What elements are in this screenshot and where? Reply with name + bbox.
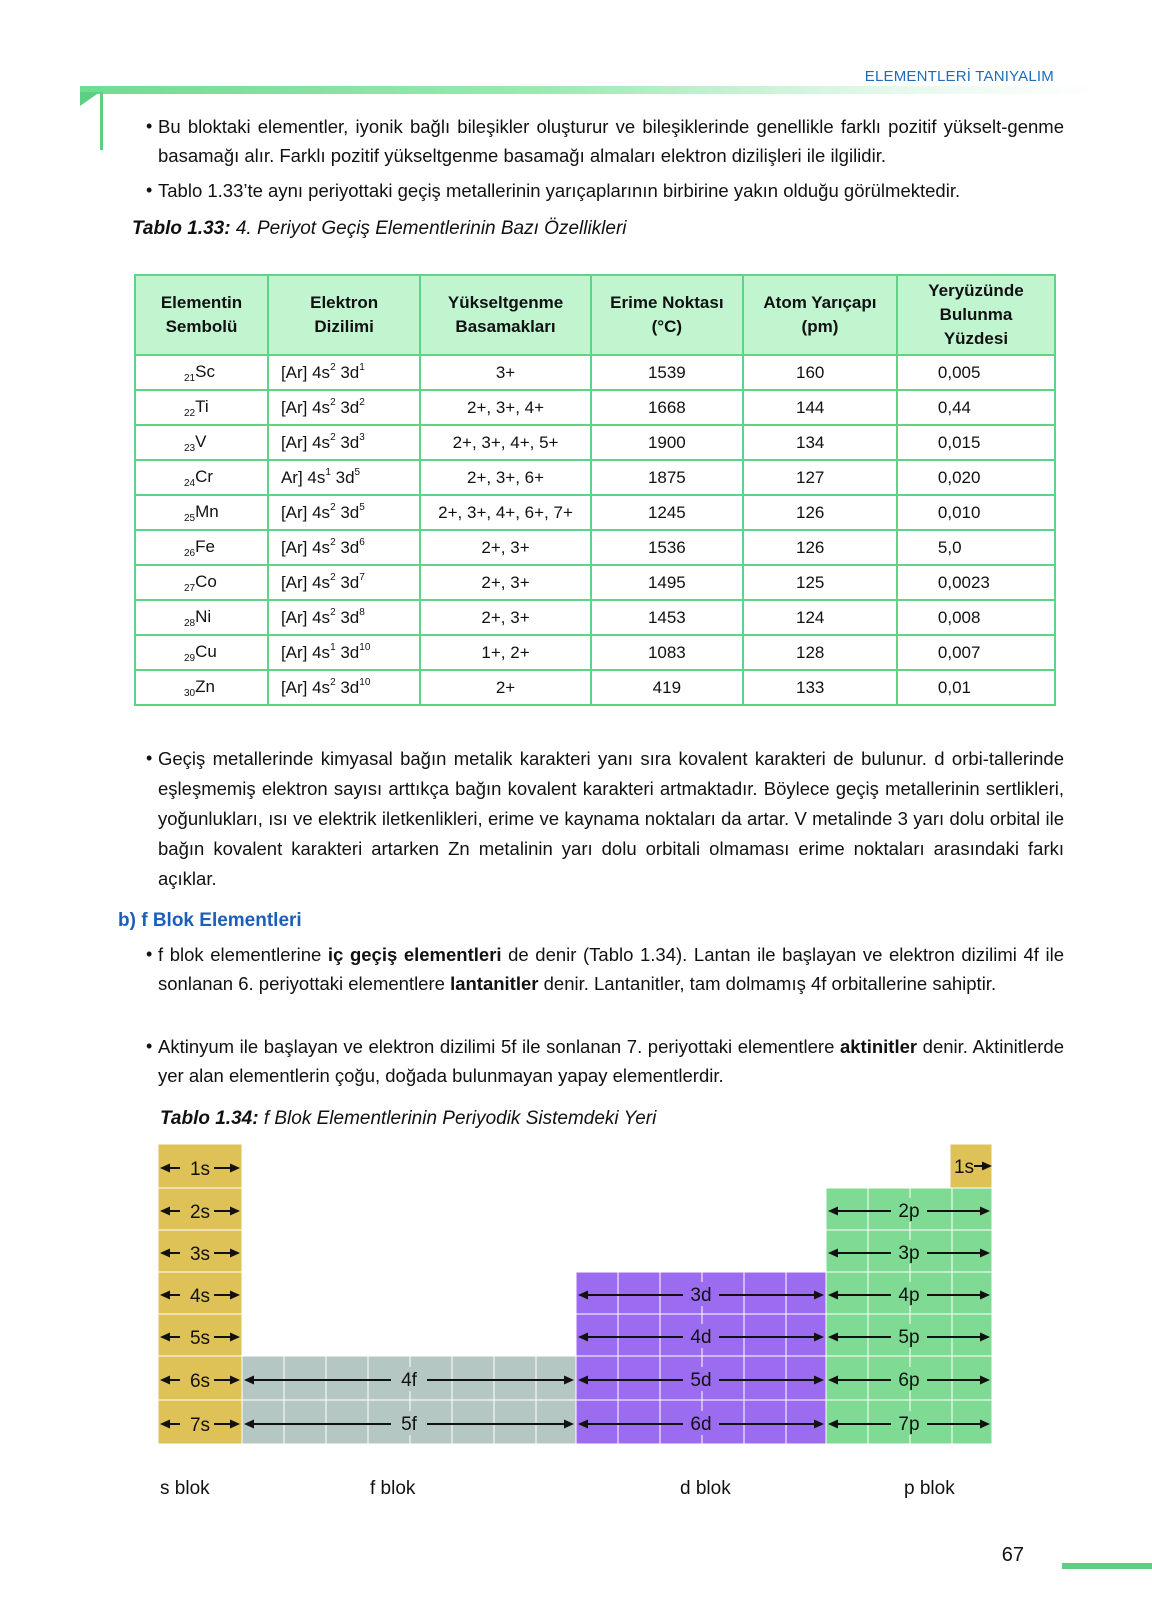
table-row [135,425,1055,460]
p-orbital-label-3p: 3p [898,1243,920,1264]
melting-point: 1453 [591,600,743,635]
d-orbital-label-4d: 4d [690,1327,712,1348]
melting-point: 1245 [591,495,743,530]
table-row [135,600,1055,635]
element-symbol: $_{21}$Sc [135,355,268,390]
atomic-radius: 144 [743,390,897,425]
abundance: 0,015 [897,425,1055,460]
electron-config: [Ar] $4s^1$ $3d^{10}$ [268,635,420,670]
oxidation-states: 2+, 3+ [420,565,590,600]
melting-point: 419 [591,670,743,705]
table-header-5: Atom Yarıçapı (pm) [743,275,897,355]
table-header-3: Yükseltgenme Basamakları [420,275,590,355]
table-row [135,460,1055,495]
element-symbol: $_{27}$Co [135,565,268,600]
s-orbital-label-1s: 1s [189,1159,211,1180]
p-orbital-label-5p: 5p [898,1327,920,1348]
intro-bullet-2: Tablo 1.33’te aynı periyottaki geçiş metallerinin yarıçaplarının birbirine yakın olduğu görülmektedir. [158,180,961,201]
chapter-title: ELEMENTLERİ TANIYALIM [864,68,1054,85]
table-row [135,635,1055,670]
p-orbital-label-2p: 2p [898,1201,920,1222]
electron-config: [Ar] $4s^2$ $3d^1$ [268,355,420,390]
table-row [135,565,1055,600]
s-orbital-label-right: 1s [953,1157,975,1178]
melting-point: 1668 [591,390,743,425]
atomic-radius: 125 [743,565,897,600]
section-b-title: b) f Blok Elementleri [118,910,302,931]
melting-point: 1536 [591,530,743,565]
s-orbital-label-3s: 3s [189,1244,211,1265]
atomic-radius: 134 [743,425,897,460]
element-symbol: $_{26}$Fe [135,530,268,565]
page-number: 67 [1001,1544,1024,1566]
d-orbital-label-5d: 5d [690,1370,712,1391]
atomic-radius: 124 [743,600,897,635]
s-orbital-label-7s: 7s [189,1415,211,1436]
table-133 [134,274,1056,706]
electron-config: [Ar] $4s^2$ $3d^2$ [268,390,420,425]
element-symbol: $_{23}$V [135,425,268,460]
bullet-mark: • [146,180,153,200]
abundance: 0,010 [897,495,1055,530]
table-header-2: Elektron Dizilimi [268,275,420,355]
header-stem [100,92,103,150]
table-header-1: Elementin Sembolü [135,275,268,355]
atomic-radius: 126 [743,495,897,530]
s-orbital-label-4s: 4s [189,1286,211,1307]
footer-bar [1062,1563,1152,1569]
element-symbol: $_{25}$Mn [135,495,268,530]
table-134-caption: Tablo 1.34: f Blok Elementlerinin Periyodik Sistemdeki Yeri [160,1108,657,1129]
electron-config: Ar] $4s^1$ $3d^5$ [268,460,420,495]
abundance: 0,0023 [897,565,1055,600]
f-block-label: f blok [370,1478,416,1499]
abundance: 0,007 [897,635,1055,670]
oxidation-states: 2+, 3+, 4+, 6+, 7+ [420,495,590,530]
table-133-caption: Tablo 1.33: 4. Periyot Geçiş Elementlerinin Bazı Özellikleri [132,218,627,239]
oxidation-states: 2+, 3+ [420,530,590,565]
electron-config: [Ar] $4s^2$ $3d^3$ [268,425,420,460]
oxidation-states: 2+ [420,670,590,705]
mid-bullet: Geçiş metallerinde kimyasal bağın metalik karakteri yanı sıra kovalent karakteri de bulunur. d orbi-tallerinde eşleşmemiş elektron sayısı arttıkça bağın kovalent karakteri artmaktadır. Böylece geçiş metallerinin sertlikleri, yoğunlukları, ısı ve elektrik iletkenlikleri, erime ve kaynama noktaları da artar. V metalinde 3 yarı dolu orbital ile bağın kovalent karakteri artarken Zn metalinin yarı dolu orbitali olmaması erime noktaları arasındaki farkı açıklar. [158,748,1064,889]
electron-config: [Ar] $4s^2$ $3d^6$ [268,530,420,565]
abundance: 0,020 [897,460,1055,495]
s-orbital-label-6s: 6s [189,1371,211,1392]
table-row [135,530,1055,565]
abundance: 0,44 [897,390,1055,425]
oxidation-states: 2+, 3+ [420,600,590,635]
melting-point: 1539 [591,355,743,390]
s-orbital-label-2s: 2s [189,1202,211,1223]
oxidation-states: 2+, 3+, 4+ [420,390,590,425]
f-orbital-label-4f: 4f [401,1370,417,1391]
table-row [135,495,1055,530]
melting-point: 1083 [591,635,743,670]
periodic-block-diagram [158,1144,1020,1460]
electron-config: [Ar] $4s^2$ $3d^7$ [268,565,420,600]
oxidation-states: 2+, 3+, 4+, 5+ [420,425,590,460]
p-orbital-label-7p: 7p [898,1414,920,1435]
element-symbol: $_{30}$Zn [135,670,268,705]
p-orbital-label-4p: 4p [898,1285,920,1306]
header-bar [80,86,1100,94]
atomic-radius: 160 [743,355,897,390]
atomic-radius: 133 [743,670,897,705]
atomic-radius: 128 [743,635,897,670]
intro-bullet-1: Bu bloktaki elementler, iyonik bağlı bileşikler oluşturur ve bileşiklerinde genellikle farklı pozitif yükselt-genme basamağı alır. Farklı pozitif yükseltgenme basamağı almaları elektron dizilişleri ile ilgilidir. [158,116,1064,166]
element-symbol: $_{22}$Ti [135,390,268,425]
abundance: 0,005 [897,355,1055,390]
table-header-6: Yeryüzünde Bulunma Yüzdesi [897,275,1055,355]
bullet-mark: • [146,748,153,768]
d-orbital-label-3d: 3d [690,1285,712,1306]
oxidation-states: 1+, 2+ [420,635,590,670]
bullet-mark: • [146,116,153,136]
oxidation-states: 3+ [420,355,590,390]
d-block-label: d blok [680,1478,731,1499]
abundance: 0,008 [897,600,1055,635]
p-block-label: p blok [904,1478,955,1499]
table-row [135,355,1055,390]
f-block-bullet-1: f blok elementlerine iç geçiş elementleri de denir (Tablo 1.34). Lantan ile başlayan ve elektron dizilimi 4f ile sonlanan 6. periyottaki elementlere lantanitler denir. Lantanitler, tam dolmamış 4f orbitallerine sahiptir. [158,944,1064,994]
bullet-mark: • [146,944,153,964]
abundance: 5,0 [897,530,1055,565]
oxidation-states: 2+, 3+, 6+ [420,460,590,495]
melting-point: 1900 [591,425,743,460]
electron-config: [Ar] $4s^2$ $3d^{10}$ [268,670,420,705]
f-orbital-label-5f: 5f [401,1414,417,1435]
table-row [135,670,1055,705]
atomic-radius: 126 [743,530,897,565]
s-orbital-label-5s: 5s [189,1328,211,1349]
abundance: 0,01 [897,670,1055,705]
table-header-4: Erime Noktası (°C) [591,275,743,355]
p-orbital-label-6p: 6p [898,1370,920,1391]
electron-config: [Ar] $4s^2$ $3d^8$ [268,600,420,635]
atomic-radius: 127 [743,460,897,495]
element-symbol: $_{24}$Cr [135,460,268,495]
electron-config: [Ar] $4s^2$ $3d^5$ [268,495,420,530]
bullet-mark: • [146,1036,153,1056]
f-block-bullet-2: Aktinyum ile başlayan ve elektron dizilimi 5f ile sonlanan 7. periyottaki elementlere aktinitler denir. Aktinitlerde yer alan elementlerin çoğu, doğada bulunmayan yapay elementlerdir. [158,1036,1064,1086]
element-symbol: $_{28}$Ni [135,600,268,635]
header-corner [80,92,100,106]
melting-point: 1875 [591,460,743,495]
s-block-label: s blok [160,1478,210,1499]
table-row [135,390,1055,425]
melting-point: 1495 [591,565,743,600]
d-orbital-label-6d: 6d [690,1414,712,1435]
element-symbol: $_{29}$Cu [135,635,268,670]
